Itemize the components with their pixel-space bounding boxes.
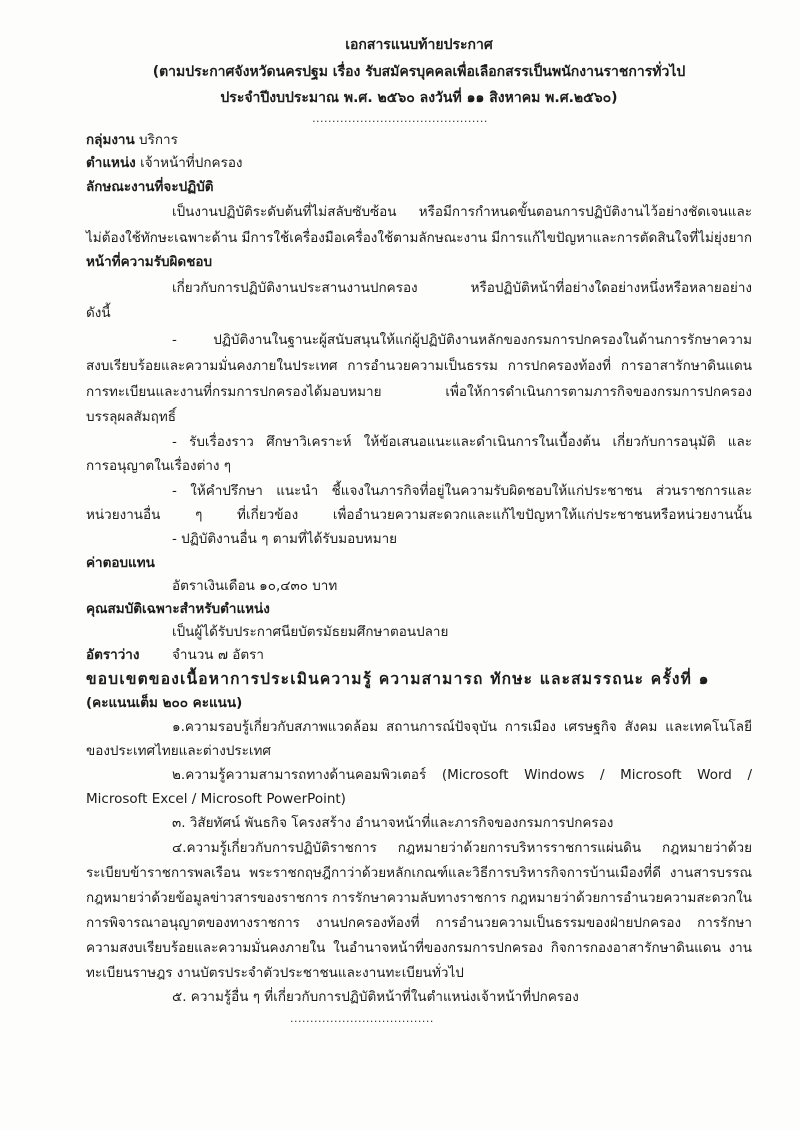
scope-item: ๒.ความรู้ความสามารถทางด้านคอมพิวเตอร์ (Microsoft Windows / Microsoft Word / (172, 767, 752, 783)
duty-item: - รับเรื่องราว ศึกษาวิเคราะห์ ให้ข้อเสนอแนะและดำเนินการในเบื้องต้น เกี่ยวกับการอนุมัติ และ (172, 434, 752, 450)
nature-text: ไม่ต้องใช้ทักษะเฉพาะด้าน มีการใช้เครื่องมือเครื่องใช้ตามลักษณะงาน มีการแก้ไขปัญหาและการตัดสินใจที่ไม่ยุ่งยาก (86, 230, 753, 246)
duties-text: เกี่ยวกับการปฏิบัติงานประสานงานปกครอง หรือปฏิบัติหน้าที่อย่างใดอย่างหนึ่งหรือหลายอย่าง (172, 280, 752, 296)
duty-item: สงบเรียบร้อยและความมั่นคงภายในประเทศ การอำนวยความเป็นธรรม การปกครองท้องที่ การอาสารักษาดินแดน (86, 358, 752, 374)
scope-item: ๔.ความรู้เกี่ยวกับการปฏิบัติราชการ กฎหมายว่าด้วยการบริหารราชการแผ่นดิน กฎหมายว่าด้วย (172, 840, 752, 856)
scope-item: ๓. วิสัยทัศน์ พันธกิจ โครงสร้าง อำนาจหน้าที่และภารกิจของกรมการปกครอง (172, 815, 614, 831)
scope-score: (คะแนนเต็ม ๒๐๐ คะแนน) (86, 695, 243, 711)
duty-item: หน่วยงานอื่น ๆ ที่เกี่ยวข้อง เพื่ออำนวยความสะดวกและแก้ไขปัญหาให้แก่ประชาชนหรือหน่วยงานนั้น (86, 507, 752, 523)
scope-item: กฎหมายว่าด้วยข้อมูลข่าวสารของราชการ การรักษาความลับทางราชการ กฎหมายว่าด้วยการอำนวยความสะดวกใน (86, 890, 752, 906)
header-separator: ............................................ (312, 112, 488, 125)
nature-heading: ลักษณะงานที่จะปฏิบัติ (86, 179, 214, 195)
work-group-value: บริการ (139, 132, 178, 148)
work-group (86, 130, 752, 150)
compensation-value: อัตราเงินเดือน ๑๐,๔๓๐ บาท (172, 578, 338, 594)
scope-item: ๑.ความรอบรู้เกี่ยวกับสภาพแวดล้อม สถานการณ์ปัจจุบัน การเมือง เศรษฐกิจ สังคม และเทคโนโลยี (172, 719, 752, 735)
document-title: เอกสารแนบท้ายประกาศ (345, 37, 493, 53)
qualification-value: เป็นผู้ได้รับประกาศนียบัตรมัธยมศึกษาตอนปลาย (172, 624, 449, 640)
work-group-label: กลุ่มงาน (86, 132, 135, 148)
duty-item: การทะเบียนและงานที่กรมการปกครองได้มอบหมาย เพื่อให้การดำเนินการตามภารกิจของกรมการปกครอง (86, 384, 752, 400)
duty-item: - ให้คำปรึกษา แนะนำ ชี้แจงในภารกิจที่อยู่ในความรับผิดชอบให้แก่ประชาชน ส่วนราชการและ (172, 483, 752, 499)
scope-item: ความสงบเรียบร้อยและความมั่นคงภายใน ในอำนาจหน้าที่ของกรมการปกครอง กิจการกองอาสารักษาดินแดน งาน (86, 940, 752, 956)
vacancy-label: อัตราว่าง (86, 647, 140, 663)
scope-item: การพิจารณาอนุญาตของทางราชการ งานปกครองท้องที่ การอำนวยความเป็นธรรมของฝ่ายปกครอง การรักษา (86, 915, 752, 931)
footer-separator: .................................... (290, 1012, 434, 1025)
scope-item: ๕. ความรู้อื่น ๆ ที่เกี่ยวกับการปฏิบัติหน้าที่ในตำแหน่งเจ้าหน้าที่ปกครอง (172, 989, 579, 1005)
duties-text: ดังนี้ (86, 305, 111, 321)
position (86, 153, 752, 173)
scope-item: Microsoft Excel / Microsoft PowerPoint) (86, 791, 346, 807)
duty-item: บรรลุผลสัมฤทธิ์ (86, 409, 176, 425)
duty-item: - ปฏิบัติงานในฐานะผู้สนับสนุนให้แก่ผู้ปฏิบัติงานหลักของกรมการปกครองในด้านการรักษาความ (172, 332, 752, 348)
scope-item: ของประเทศไทยและต่างประเทศ (86, 743, 271, 759)
scope-item: ทะเบียนราษฎร งานบัตรประจำตัวประชาชนและงานทะเบียนทั่วไป (86, 965, 464, 981)
position-label: ตำแหน่ง (86, 155, 136, 171)
document-date: ประจำปีงบประมาณ พ.ศ. ๒๕๖๐ ลงวันที่ ๑๑ สิงหาคม พ.ศ.๒๕๖๐) (220, 90, 618, 106)
duties-heading: หน้าที่ความรับผิดชอบ (86, 254, 213, 270)
compensation-heading: ค่าตอบแทน (86, 555, 155, 571)
vacancy (86, 645, 752, 665)
scope-heading: ขอบเขตของเนื้อหาการประเมินความรู้ ความสามารถ ทักษะ และสมรรถนะ ครั้งที่ ๑ (86, 670, 710, 688)
vacancy-value: จำนวน ๗ อัตรา (172, 647, 264, 663)
duty-item: - ปฏิบัติงานอื่น ๆ ตามที่ได้รับมอบหมาย (172, 531, 398, 547)
duty-item: การอนุญาตในเรื่องต่าง ๆ (86, 458, 232, 474)
qualification-heading: คุณสมบัติเฉพาะสำหรับตำแหน่ง (86, 601, 270, 617)
scope-item: ระเบียบข้าราชการพลเรือน พระราชกฤษฎีกาว่าด้วยหลักเกณฑ์และวิธีการบริหารกิจการบ้านเมืองที่ดี งานสารบรรณ (86, 865, 752, 881)
nature-text: เป็นงานปฏิบัติระดับต้นที่ไม่สลับซับซ้อน หรือมีการกำหนดขั้นตอนการปฏิบัติงานไว้อย่างชัดเจนและ (172, 204, 752, 220)
document-subtitle: (ตามประกาศจังหวัดนครปฐม เรื่อง รับสมัครบุคคลเพื่อเลือกสรรเป็นพนักงานราชการทั่วไป (152, 64, 686, 80)
position-value: เจ้าหน้าที่ปกครอง (140, 155, 243, 171)
